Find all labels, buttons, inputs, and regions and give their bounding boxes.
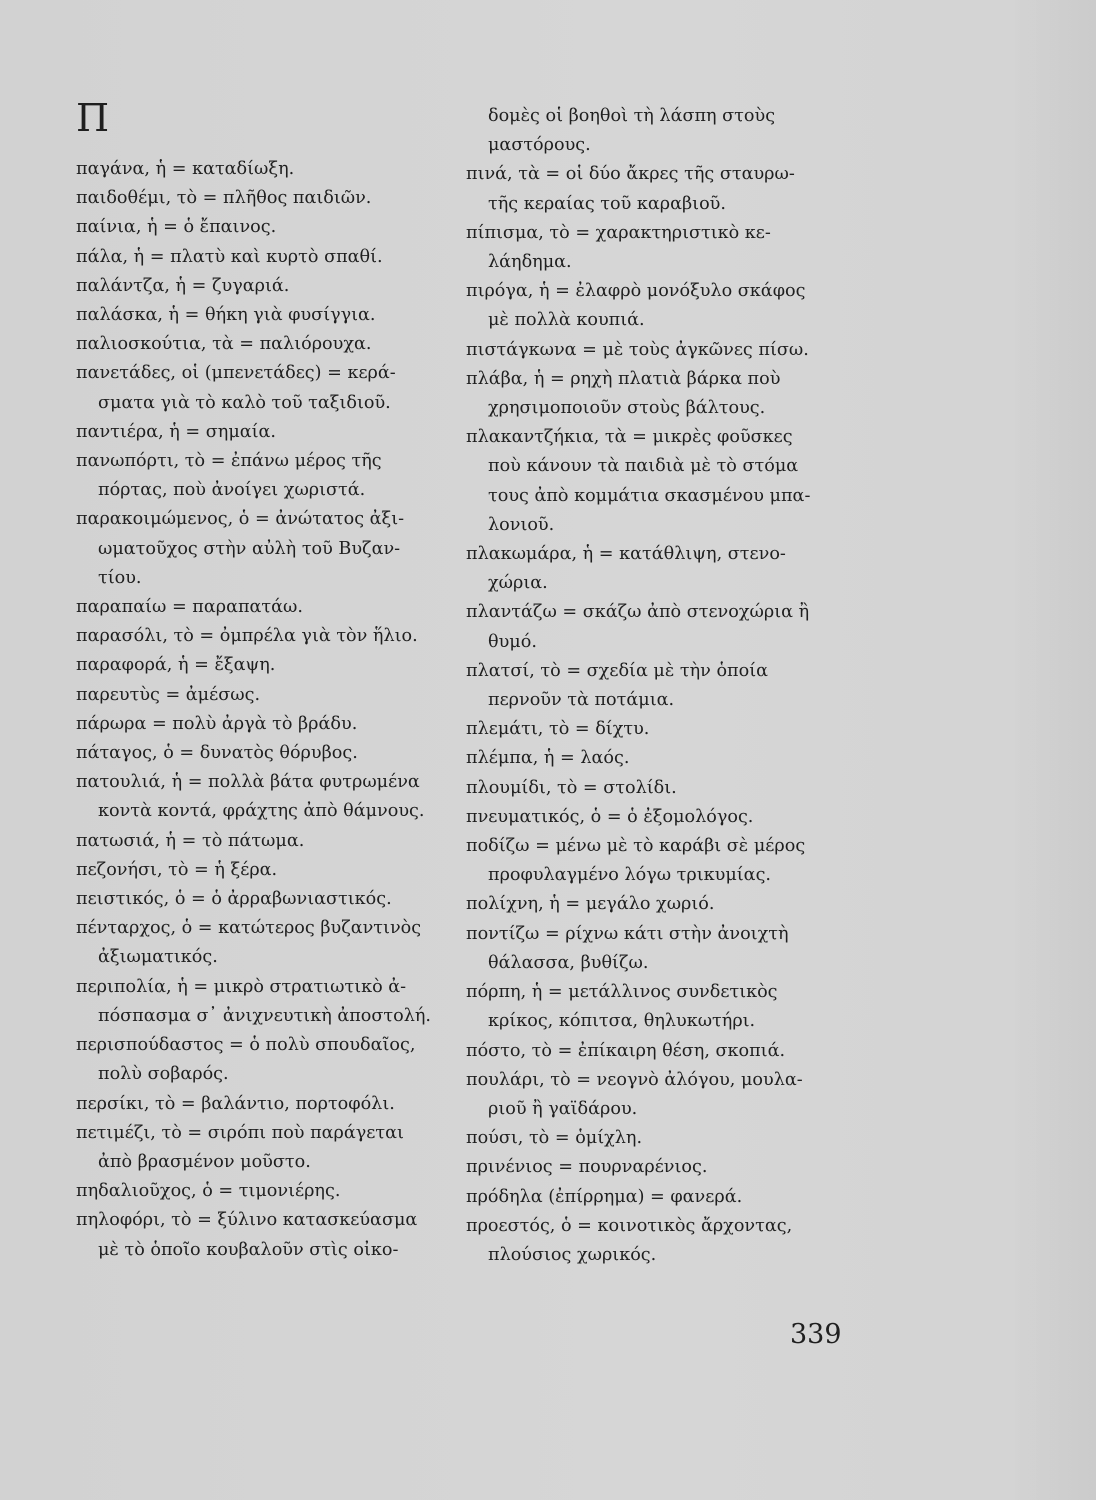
glossary-entry (466, 774, 838, 803)
entry-headword-line: πινά, τὰ = οἱ δύο ἄκρες τῆς σταυρω- (466, 164, 795, 185)
entry-headword-line: πένταρχος, ὁ = κατώτερος βυζαντινὸς (76, 918, 422, 939)
glossary-entry (466, 1124, 838, 1153)
glossary-entry (466, 1183, 838, 1212)
glossary-entry (76, 739, 444, 768)
glossary-entry (76, 359, 444, 417)
entry-continuation-line: τίου. (98, 567, 142, 588)
glossary-entry (466, 365, 838, 423)
entry-headword-line: πηλοφόρι, τὸ = ξύλινο κατασκεύασμα (76, 1210, 418, 1231)
entry-continuation-line: κρίκος, κόπιτσα, θηλυκωτήρι. (488, 1011, 756, 1032)
glossary-entry (466, 657, 838, 715)
entry-headword-line: πλουμίδι, τὸ = στολίδι. (466, 777, 677, 798)
glossary-entry (466, 423, 838, 540)
entry-headword-line: πλαντάζω = σκάζω ἀπὸ στενοχώρια ἢ (466, 602, 810, 623)
section-letter: Π (76, 96, 110, 140)
entry-continuation-line: ωματοῦχος στὴν αὐλὴ τοῦ Βυζαν- (98, 538, 401, 559)
entry-continuation-line: κοντὰ κοντά, φράχτης ἀπὸ θάμνους. (98, 801, 425, 822)
entry-headword-line: πολίχνη, ἡ = μεγάλο χωριό. (466, 894, 715, 915)
entry-continuation-line: τῆς κεραίας τοῦ καραβιοῦ. (488, 193, 726, 214)
page-edge-shadow (1010, 0, 1096, 1500)
entry-continuation-line: περνοῦν τὰ ποτάμια. (488, 690, 675, 711)
glossary-entry (76, 710, 444, 739)
entry-headword-line: παντιέρα, ἡ = σημαία. (76, 421, 277, 442)
entry-continuation-line: ἀξιωματικός. (98, 947, 218, 968)
entry-headword-line: πλατσί, τὸ = σχεδία μὲ τὴν ὁποία (466, 660, 768, 681)
entry-headword-line: πρινένιος = πουρναρένιος. (466, 1157, 708, 1178)
glossary-entry (466, 102, 838, 160)
glossary-entry (76, 184, 444, 213)
entry-headword-line: παραφορά, ἡ = ἔξαψη. (76, 655, 276, 676)
entry-headword-line: πλέμπα, ἡ = λαός. (466, 748, 630, 769)
entry-headword-line: πλακαντζήκια, τὰ = μικρὲς φοῦσκες (466, 427, 793, 448)
entry-headword-line: παιδοθέμι, τὸ = πλῆθος παιδιῶν. (76, 188, 372, 209)
entry-headword-line: πιστάγκωνα = μὲ τοὺς ἀγκῶνες πίσω. (466, 339, 809, 360)
entry-headword-line: ποδίζω = μένω μὲ τὸ καράβι σὲ μέρος (466, 836, 806, 857)
glossary-entry (76, 622, 444, 651)
entry-headword-line: παλάντζα, ἡ = ζυγαριά. (76, 275, 290, 296)
entry-headword-line: πειστικός, ὁ = ὁ ἀρραβωνιαστικός. (76, 889, 392, 910)
entry-continuation-line: τους ἀπὸ κομμάτια σκασμένου μπα- (488, 485, 811, 506)
glossary-entry (76, 1177, 444, 1206)
entry-continuation-line: θυμό. (488, 631, 537, 652)
entry-continuation-line: σματα γιὰ τὸ καλὸ τοῦ ταξιδιοῦ. (98, 392, 391, 413)
entry-headword-line: παρακοιμώμενος, ὁ = ἀνώτατος ἀξι- (76, 509, 405, 530)
entry-headword-line: πατουλιά, ἡ = πολλὰ βάτα φυτρωμένα (76, 772, 420, 793)
glossary-entry (466, 890, 838, 919)
glossary-entry (76, 505, 444, 593)
entry-headword-line: πάρωρα = πολὺ ἀργὰ τὸ βράδυ. (76, 713, 358, 734)
glossary-entry (76, 856, 444, 885)
entry-continuation-line: πλούσιος χωρικός. (488, 1244, 657, 1265)
glossary-entry (76, 330, 444, 359)
glossary-entry (76, 914, 444, 972)
entry-headword-line: προεστός, ὁ = κοινοτικὸς ἄρχοντας, (466, 1215, 793, 1236)
entry-headword-line: περιπολία, ἡ = μικρὸ στρατιωτικὸ ἀ- (76, 976, 407, 997)
entry-headword-line: πάταγος, ὁ = δυνατὸς θόρυβος. (76, 743, 358, 764)
glossary-entry (76, 651, 444, 680)
glossary-entry (466, 1037, 838, 1066)
glossary-entry (466, 540, 838, 598)
entry-continuation-line: πόρτας, ποὺ ἀνοίγει χωριστά. (98, 480, 366, 501)
glossary-entry (466, 1066, 838, 1124)
entry-continuation-line: προφυλαγμένο λόγω τρικυμίας. (488, 865, 772, 886)
entry-continuation-line: λονιοῦ. (488, 514, 555, 535)
entry-continuation-line: χρησιμοποιοῦν στοὺς βάλτους. (488, 398, 766, 419)
entry-continuation-line: δομὲς οἱ βοηθοὶ τὴ λάσπη στοὺς (488, 106, 776, 126)
glossary-entry (76, 213, 444, 242)
entry-headword-line: πλεμάτι, τὸ = δίχτυ. (466, 719, 650, 740)
entry-headword-line: πνευματικός, ὁ = ὁ ἐξομολόγος. (466, 806, 754, 827)
entry-headword-line: πρόδηλα (ἐπίρρημα) = φανερά. (466, 1186, 743, 1207)
glossary-entry (466, 598, 838, 656)
entry-headword-line: πόστο, τὸ = ἐπίκαιρη θέση, σκοπιά. (466, 1040, 786, 1061)
entry-continuation-line: ἀπὸ βρασμένον μοῦστο. (98, 1151, 311, 1172)
glossary-entry (76, 1206, 444, 1264)
glossary-entry (466, 277, 838, 335)
glossary-entry (76, 768, 444, 826)
entry-headword-line: πανωπόρτι, τὸ = ἐπάνω μέρος τῆς (76, 451, 382, 472)
glossary-entry (466, 920, 838, 978)
page-number: 339 (790, 1319, 842, 1350)
entry-headword-line: παρευτὺς = ἀμέσως. (76, 684, 261, 705)
glossary-entry (466, 1153, 838, 1182)
glossary-entry (76, 418, 444, 447)
glossary-entry (76, 681, 444, 710)
glossary-entry (76, 1031, 444, 1089)
glossary-entry (466, 160, 838, 218)
entry-headword-line: παραπαίω = παραπατάω. (76, 597, 303, 618)
glossary-entry (76, 1119, 444, 1177)
entry-headword-line: πουλάρι, τὸ = νεογνὸ ἀλόγου, μουλα- (466, 1069, 803, 1090)
right-column (466, 102, 838, 1270)
entry-headword-line: πιρόγα, ἡ = ἐλαφρὸ μονόξυλο σκάφος (466, 281, 806, 302)
glossary-entry (76, 1090, 444, 1119)
glossary-entry (76, 593, 444, 622)
entry-headword-line: πλακωμάρα, ἡ = κατάθλιψη, στενο- (466, 544, 786, 565)
entry-continuation-line: θάλασσα, βυθίζω. (488, 952, 649, 973)
entry-headword-line: πάλα, ἡ = πλατὺ καὶ κυρτὸ σπαθί. (76, 246, 383, 267)
entry-headword-line: πατωσιά, ἡ = τὸ πάτωμα. (76, 830, 305, 851)
glossary-entry (466, 978, 838, 1036)
entry-continuation-line: ποὺ κάνουν τὰ παιδιὰ μὲ τὸ στόμα (488, 456, 799, 477)
entry-continuation-line: πόσπασμα σ᾽ ἀνιχνευτικὴ ἀποστολή. (98, 1005, 431, 1026)
entry-headword-line: πετιμέζι, τὸ = σιρόπι ποὺ παράγεται (76, 1122, 404, 1143)
glossary-entry (76, 973, 444, 1031)
glossary-entry (76, 243, 444, 272)
entry-continuation-line: μὲ τὸ ὁποῖο κουβαλοῦν στὶς οἰκο- (98, 1239, 399, 1260)
entry-headword-line: περισπούδαστος = ὁ πολὺ σπουδαῖος, (76, 1035, 416, 1056)
entry-headword-line: παρασόλι, τὸ = ὀμπρέλα γιὰ τὸν ἥλιο. (76, 626, 418, 647)
glossary-entry (466, 1212, 838, 1270)
glossary-entry (76, 272, 444, 301)
glossary-entry (76, 827, 444, 856)
entry-headword-line: πούσι, τὸ = ὁμίχλη. (466, 1128, 643, 1149)
entry-headword-line: παίνια, ἡ = ὁ ἔπαινος. (76, 217, 277, 238)
glossary-entry (466, 336, 838, 365)
entry-headword-line: πόρπη, ἡ = μετάλλινος συνδετικὸς (466, 982, 778, 1003)
glossary-entry (466, 832, 838, 890)
glossary-entry (466, 219, 838, 277)
glossary-entry (76, 885, 444, 914)
entry-continuation-line: μαστόρους. (488, 135, 591, 156)
entry-continuation-line: ριοῦ ἢ γαϊδάρου. (488, 1098, 638, 1119)
entry-headword-line: πηδαλιοῦχος, ὁ = τιμονιέρης. (76, 1181, 341, 1202)
glossary-entry (76, 301, 444, 330)
entry-continuation-line: πολὺ σοβαρός. (98, 1064, 229, 1085)
glossary-entry (466, 715, 838, 744)
entry-headword-line: πανετάδες, οἱ (μπενετάδες) = κερά- (76, 363, 396, 384)
glossary-entry (76, 155, 444, 184)
entry-continuation-line: μὲ πολλὰ κουπιά. (488, 310, 645, 331)
glossary-entry (76, 447, 444, 505)
glossary-entry (466, 744, 838, 773)
left-column (76, 155, 444, 1265)
entry-headword-line: παλιοσκούτια, τὰ = παλιόρουχα. (76, 334, 372, 355)
entry-continuation-line: χώρια. (488, 573, 548, 594)
entry-headword-line: πλάβα, ἡ = ρηχὴ πλατιὰ βάρκα ποὺ (466, 368, 781, 389)
entry-continuation-line: λάηδημα. (488, 252, 572, 273)
entry-headword-line: πίπισμα, τὸ = χαρακτηριστικὸ κε- (466, 222, 771, 243)
entry-headword-line: παγάνα, ἡ = καταδίωξη. (76, 159, 295, 179)
entry-headword-line: ποντίζω = ρίχνω κάτι στὴν ἀνοιχτὴ (466, 923, 789, 944)
glossary-entry (466, 803, 838, 832)
entry-headword-line: παλάσκα, ἡ = θήκη γιὰ φυσίγγια. (76, 305, 376, 326)
entry-headword-line: πεζονήσι, τὸ = ἡ ξέρα. (76, 859, 278, 880)
entry-headword-line: περσίκι, τὸ = βαλάντιο, πορτοφόλι. (76, 1093, 395, 1114)
